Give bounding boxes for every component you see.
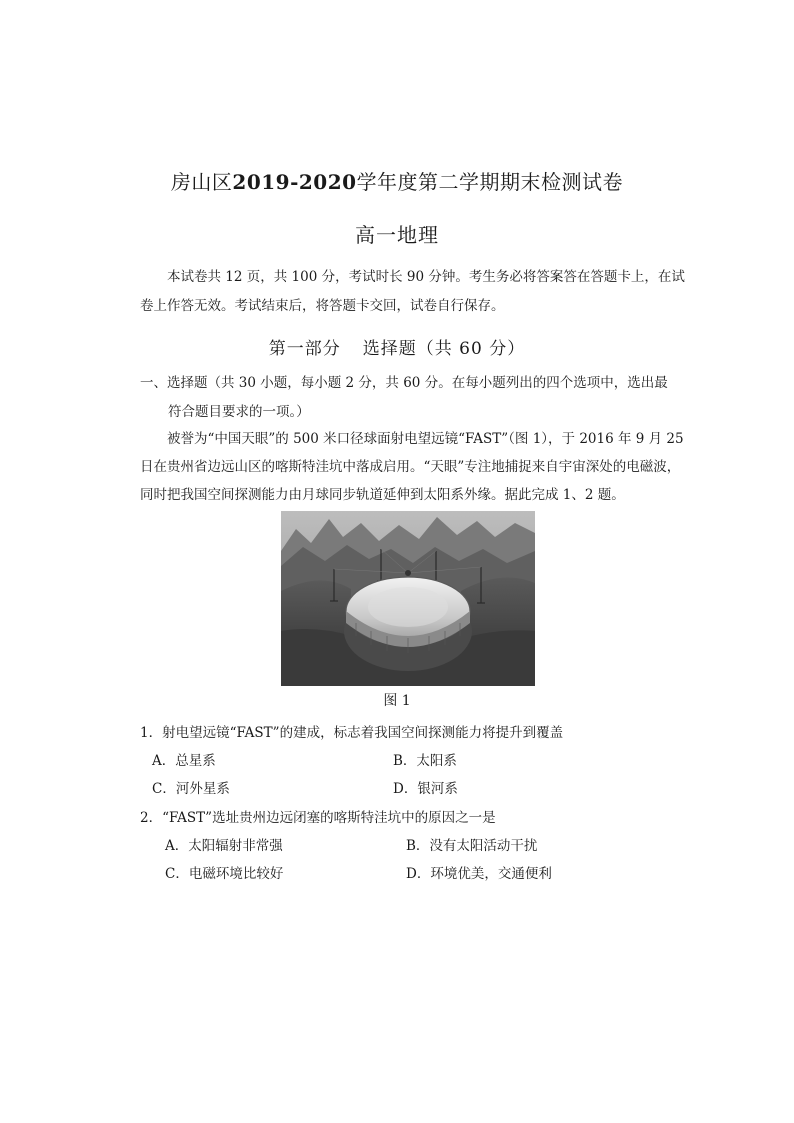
- title-prefix: 房山区: [170, 170, 233, 194]
- part-title: 选择题（共 60 分）: [362, 339, 526, 359]
- question-1-option-d: D．银河系: [393, 781, 458, 797]
- question-1-stem: 1．射电望远镜“FAST”的建成，标志着我国空间探测能力将提升到覆盖: [140, 725, 564, 741]
- title-year: 2019-2020: [232, 170, 357, 194]
- exam-title: [0, 166, 794, 195]
- section-line-2: 符合题目要求的一项。）: [168, 404, 310, 420]
- reading-material: 被誉为“中国天眼”的 500 米口径球面射电望远镜“FAST”（图 1），于 2016 年 9 月 25 日在贵州省边远山区的喀斯特洼坑中落成启用。“天眼”专注地捕捉来自宇宙深处的电磁波，同时把我国空间探测能力由月球同步轨道延伸到太阳系外缘。据此完成 1、2 题。: [140, 431, 684, 503]
- question-2-option-b: B．没有太阳活动干扰: [406, 838, 538, 854]
- section-instructions: [140, 369, 688, 427]
- section-line-1: 一、选择题（共 30 小题，每小题 2 分，共 60 分。在每小题列出的四个选项中，选出最: [140, 375, 668, 391]
- question-2-option-a: A．太阳辐射非常强: [165, 838, 283, 854]
- question-1-option-b: B．太阳系: [393, 753, 457, 769]
- question-2-option-d: D．环境优美，交通便利: [406, 866, 552, 882]
- question-2-stem: 2．“FAST”选址贵州边远闭塞的喀斯特洼坑中的原因之一是: [140, 810, 496, 826]
- fast-telescope-photo: [281, 511, 535, 686]
- figure-caption: 图 1: [383, 693, 411, 709]
- title-suffix: 学年度第二学期期末检测试卷: [356, 170, 624, 194]
- question-1-option-a: A．总星系: [152, 753, 216, 769]
- question-2-option-c: C．电磁环境比较好: [165, 866, 284, 882]
- part-name: 第一部分: [268, 339, 341, 359]
- telescope-illustration: [281, 511, 535, 686]
- question-1-option-c: C．河外星系: [152, 781, 230, 797]
- exam-notice: 本试卷共 12 页，共 100 分，考试时长 90 分钟。考生务必将答案答在答题卡上，在试卷上作答无效。考试结束后，将答题卡交回，试卷自行保存。: [140, 269, 685, 314]
- exam-subject: 高一地理: [355, 223, 439, 247]
- part-heading: [0, 334, 794, 359]
